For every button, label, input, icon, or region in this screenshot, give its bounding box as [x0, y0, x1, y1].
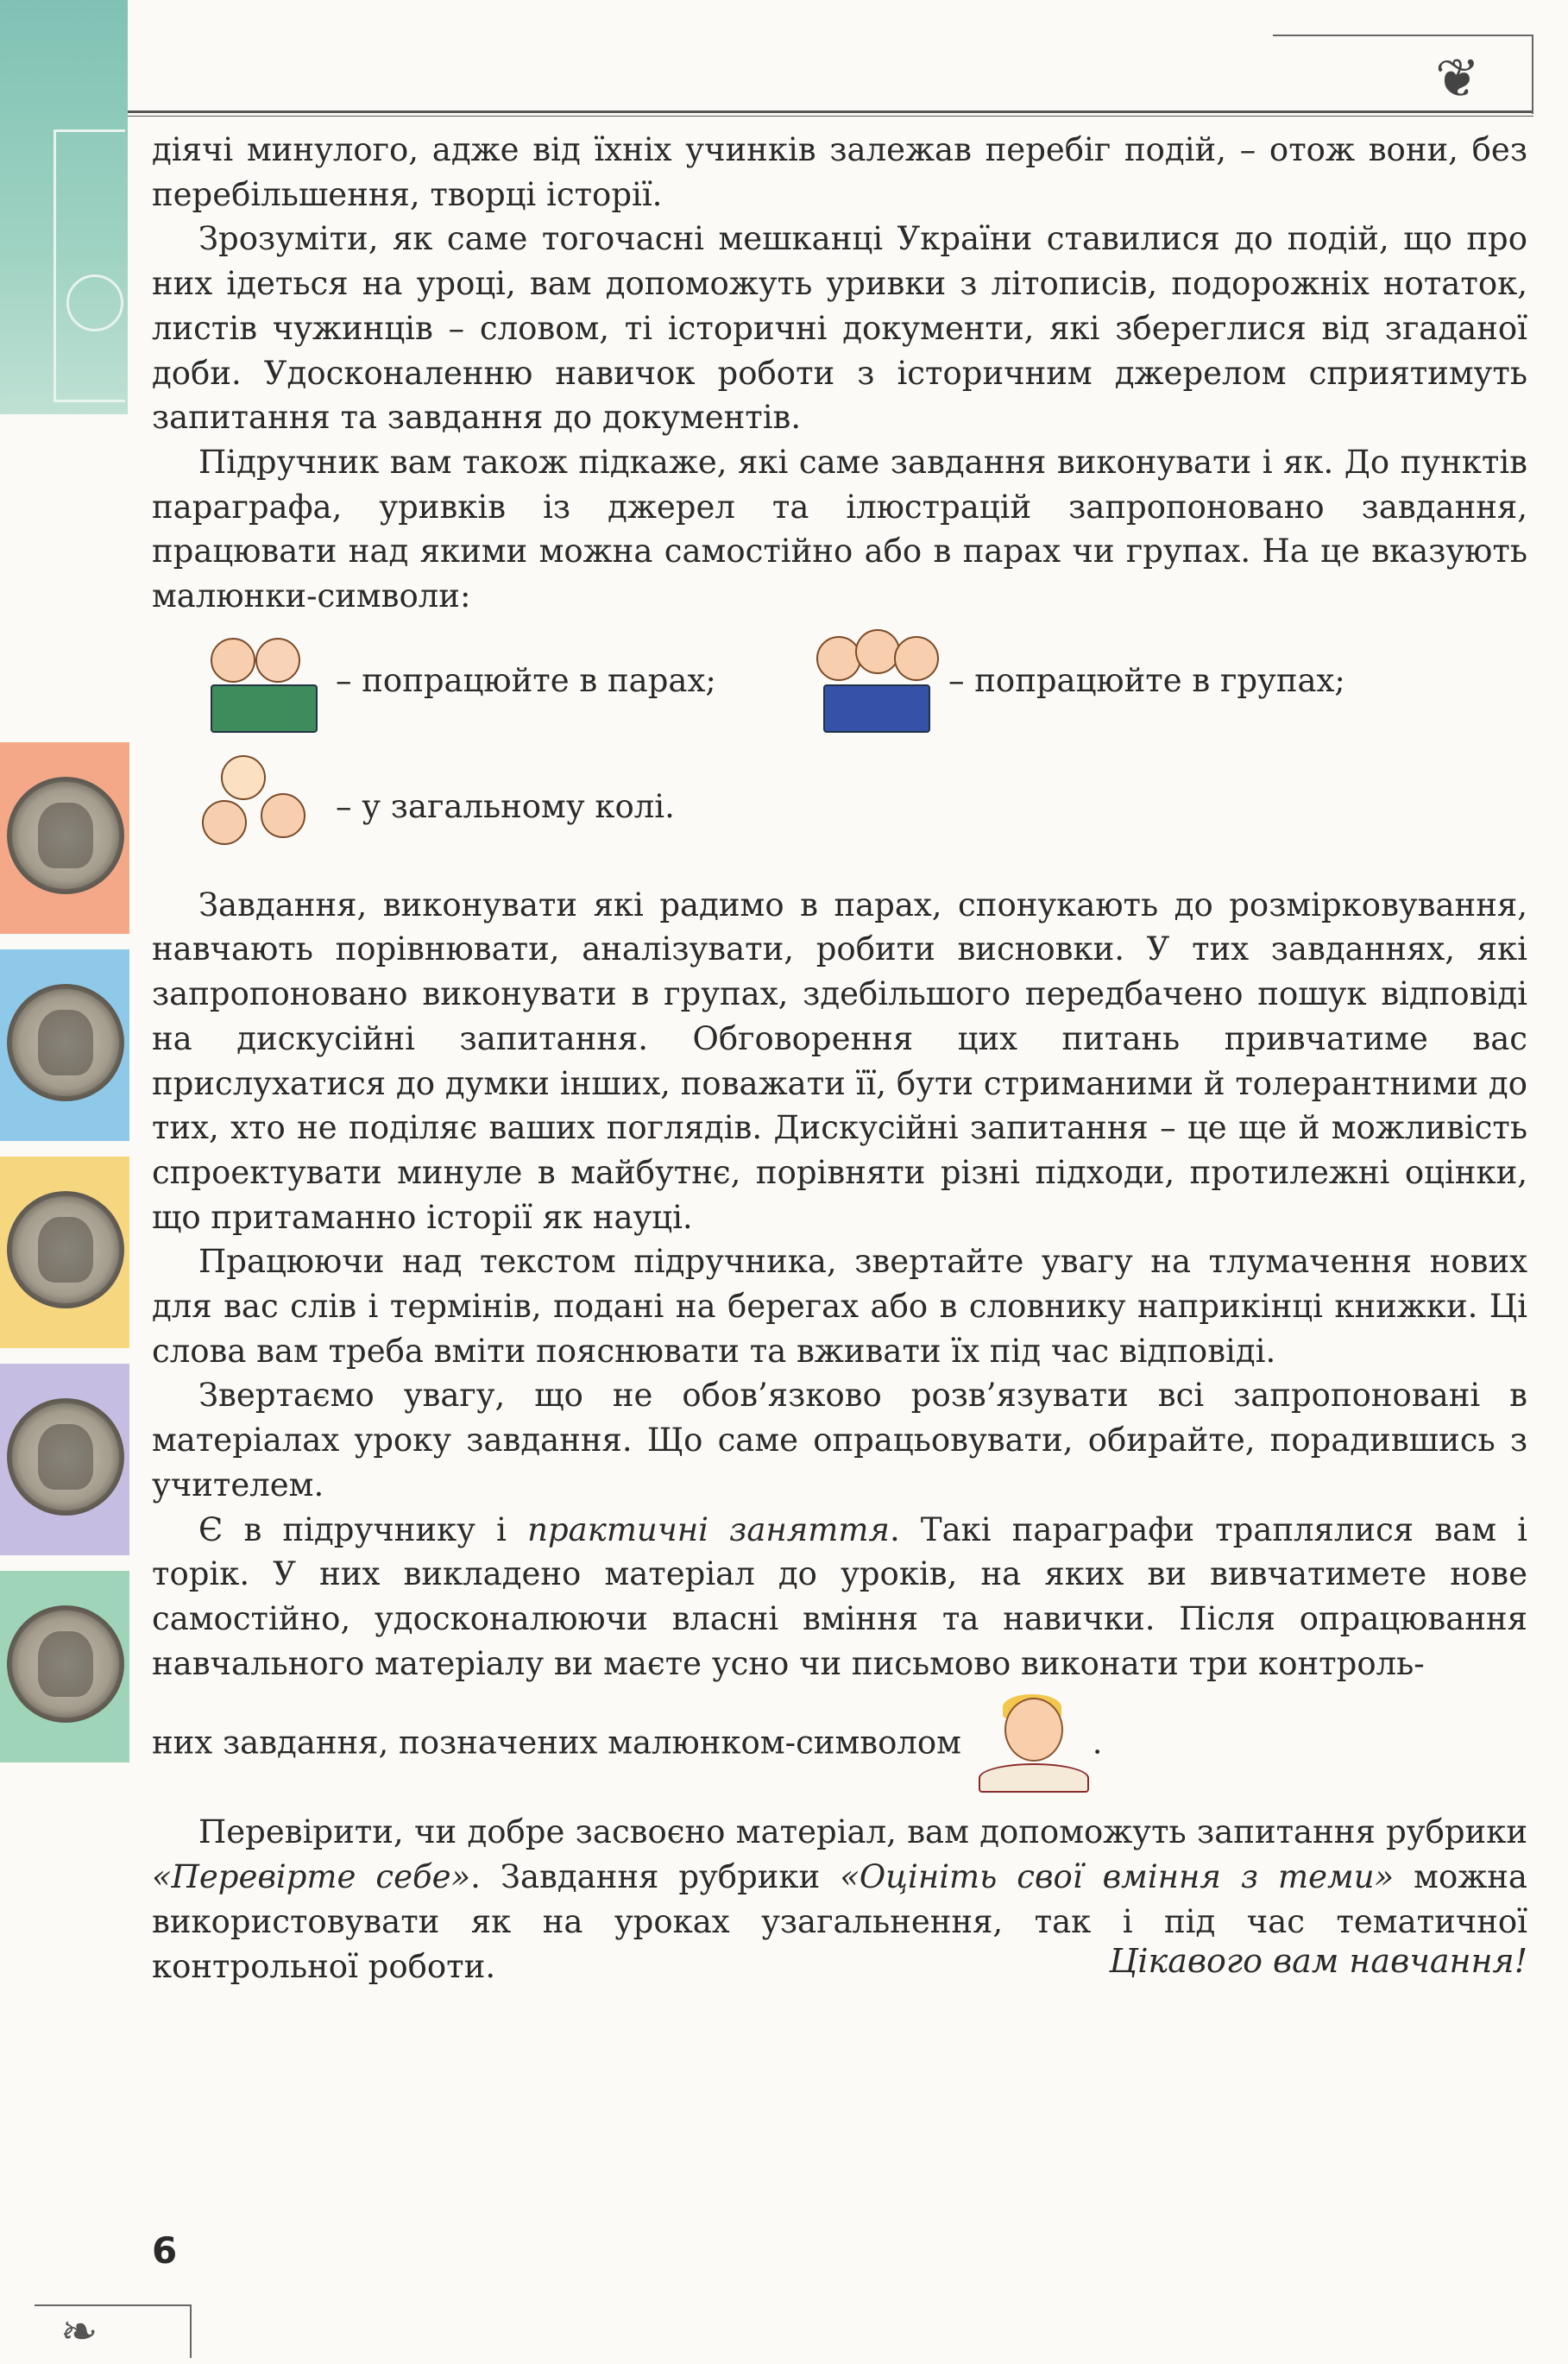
- seal-icon: [7, 984, 124, 1101]
- paragraph-5: Працюючи над текстом підручника, звертайте увагу на тлумачення нових для вас слів і термінів, подані на берегах або в словнику наприкінці книжки. Ці слова вам треба вміти пояснювати та вживати їх під час відповіді.: [152, 1243, 1527, 1370]
- pairs-kids-icon: [195, 629, 329, 733]
- page-content: [152, 128, 1527, 1989]
- paragraph-1: діячі минулого, адже від їхніх учинків залежав перебіг подій, – отож вони, без перебільшення, творці історії.: [152, 131, 1527, 213]
- paragraph-3: Підручник вам також підкаже, які саме завдання виконувати і як. До пунктів параграфа, уривків із джерел та ілюстрацій запропоновано завдання, працювати над якими можна самостійно або в парах чи групах. На це вказують малюнки-символи:: [152, 443, 1527, 615]
- symbol-row-2: [152, 752, 1527, 864]
- flourish-icon: ❦: [1435, 47, 1480, 110]
- paragraph-4: Завдання, виконувати які радимо в парах, спонукають до розмірковування, навчають порівнювати, аналізувати, робити висновки. У тих завданнях, які запропоновано виконувати в групах, здебільшого передбачено пошук відповіді на дискусійні запитання. Обговорення цих питань привчатиме вас прислухатися до думки інших, поважати її, бути стриманими й толерантними до тих, хто не поділяє ваших поглядів. Дискусійні запитання – це ще й можливість спроектувати минуле в майбутнє, порівняти різні підходи, протилежні оцінки, що притаманно історії як науці.: [152, 886, 1527, 1236]
- groups-caption: – попрацюйте в групах;: [948, 662, 1345, 700]
- p7-emphasis: практичні заняття: [527, 1510, 890, 1548]
- boy-reading-icon: [972, 1698, 1093, 1793]
- circle-symbol: [195, 755, 675, 859]
- bottom-ornament: [35, 2304, 192, 2358]
- p8-text-a: Перевірити, чи добре засвоєно матеріал, вам допоможуть запитання рубрики: [198, 1813, 1527, 1851]
- p7-text-c: них завдання, позначених малюнком-символом: [152, 1724, 961, 1762]
- header-rule-thin: [128, 116, 1533, 117]
- side-tab-orange: [0, 742, 129, 934]
- side-tab-purple: [0, 1364, 129, 1555]
- ornament-frame-icon: [54, 129, 125, 402]
- seal-icon: [7, 1398, 124, 1516]
- side-tab-blue: [0, 949, 129, 1141]
- symbol-row-1: [152, 629, 1527, 741]
- groups-symbol: [808, 629, 1345, 733]
- seal-icon: [7, 777, 124, 894]
- circle-kids-icon: [195, 755, 329, 859]
- paragraph-2: Зрозуміти, як саме тогочасні мешканці України ставилися до подій, що про них ідеться на уроці, вам допоможуть уривки з літописів, подорожніх нотаток, листів чужинців – словом, ті історичні документи, які збереглися від згаданої доби. Удосконаленню навичок роботи з історичним джерелом сприятимуть запитання та завдання до документів.: [152, 220, 1527, 437]
- p7-text-b: . Такі параграфи траплялися вам і торік. У них викладено матеріал до уроків, на яких ви вивчатимете нове самостійно, удосконалюючи власні вміння та навички. Після опрацювання навчального матеріалу ви маєте усно чи письмово виконати три контроль-: [152, 1510, 1528, 1682]
- p7-text-d: .: [1092, 1724, 1103, 1762]
- p7-text-a: Є в підручнику і: [198, 1510, 528, 1548]
- circle-caption: – у загальному колі.: [336, 788, 675, 826]
- signoff: Цікавого вам навчання!: [1109, 1942, 1527, 1980]
- paragraph-6: Звертаємо увагу, що не обов’язково розв’язувати всі запропоновані в матеріалах уроку завдання. Що саме опрацьовувати, обирайте, порадившись з учителем.: [152, 1377, 1527, 1504]
- seal-icon: [7, 1191, 124, 1308]
- pairs-symbol: [195, 629, 716, 733]
- flourish-icon: ❧: [60, 2306, 98, 2358]
- side-tab-mint: [0, 1571, 129, 1762]
- page-number: 6: [152, 2229, 178, 2272]
- seal-icon: [7, 1605, 124, 1723]
- groups-kids-icon: [808, 629, 941, 733]
- paragraph-7: [152, 1508, 1527, 1686]
- p8-emphasis-2: «Оцініть свої вміння з теми»: [840, 1858, 1395, 1896]
- corner-ornament: [1273, 35, 1533, 114]
- paragraph-7-end: [152, 1698, 1527, 1793]
- side-tab-green: [0, 0, 128, 414]
- p8-text-b: . Завдання рубрики: [470, 1858, 841, 1896]
- p8-emphasis-1: «Перевірте себе»: [152, 1858, 471, 1896]
- p8-text-c: можна використовувати як на уроках узагальнення, так і під час тематичної контрольної роботи.: [152, 1858, 1527, 1985]
- pairs-caption: – попрацюйте в парах;: [336, 662, 716, 700]
- side-tab-yellow: [0, 1157, 129, 1348]
